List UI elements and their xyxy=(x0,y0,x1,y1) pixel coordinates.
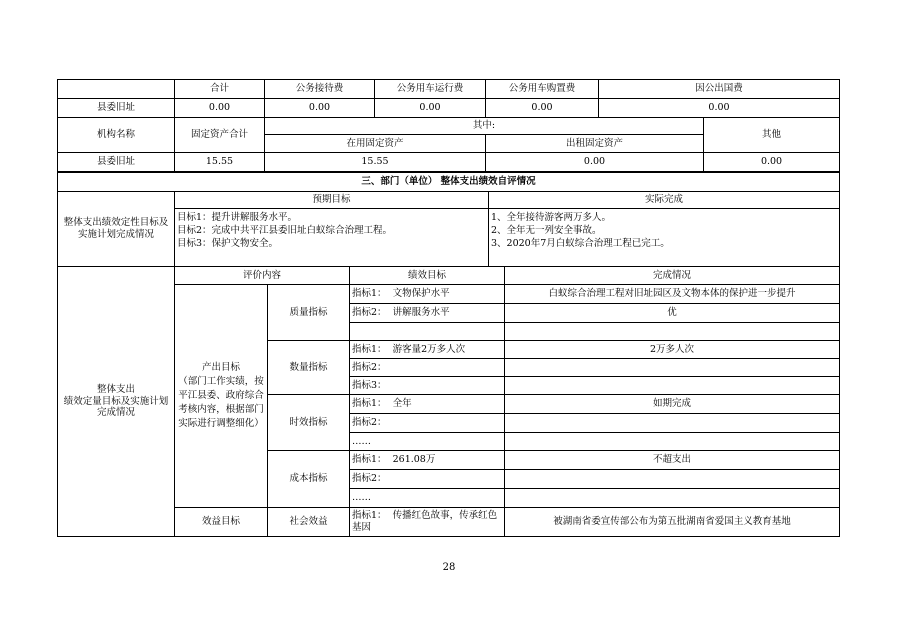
indicator-result xyxy=(505,470,840,489)
budget-header-reception: 公务接待费 xyxy=(265,80,375,99)
indicator-result: 被湖南省委宣传部公布为第五批湖南省爱国主义教育基地 xyxy=(505,508,840,537)
assets-among-label: 其中: xyxy=(265,118,704,135)
indicator-result: 如期完成 xyxy=(505,395,840,414)
indicator-result: 优 xyxy=(505,304,840,323)
indicator-target: 全年 xyxy=(392,398,412,410)
indicator-target: 讲解服务水平 xyxy=(392,307,450,319)
budget-value-total: 0.00 xyxy=(175,99,265,118)
indicator-target: 传播红色故事，传承红色基因 xyxy=(352,510,498,533)
assets-value-other: 0.00 xyxy=(704,153,840,172)
indicator-result xyxy=(505,433,840,451)
quantitative-label: 整体支出 绩效定量目标及实施计划 完成情况 xyxy=(58,267,175,537)
indicator-number: 指标2： xyxy=(352,417,387,429)
indicator-cell xyxy=(350,323,505,341)
indicator-cell xyxy=(350,359,505,377)
indicator-number: 指标1： xyxy=(352,510,387,521)
budget-row-name: 县委旧址 xyxy=(58,99,175,118)
assets-row-name: 县委旧址 xyxy=(58,153,175,172)
expected-header: 预期目标 xyxy=(175,192,489,209)
budget-header-vehicle-purchase: 公务用车购置费 xyxy=(486,80,599,99)
assets-rented-label: 出租固定资产 xyxy=(486,135,704,153)
actual-result-item: 1、全年接待游客两万多人。 xyxy=(491,212,612,223)
result-header: 完成情况 xyxy=(505,267,840,285)
indicator-number: 指标2： xyxy=(352,307,387,319)
budget-value-vehicle-operation: 0.00 xyxy=(375,99,486,118)
indicator-cell xyxy=(350,414,505,433)
indicator-number: 指标2： xyxy=(352,473,387,485)
social-benefit-label: 社会效益 xyxy=(268,508,350,537)
budget-header-overseas: 因公出国费 xyxy=(599,80,840,99)
target-header: 绩效目标 xyxy=(350,267,505,285)
expected-goal-item: 目标3：保护文物安全。 xyxy=(177,238,279,249)
assets-in-use-label: 在用固定资产 xyxy=(265,135,486,153)
expected-goal-item: 目标2：完成中共平江县委旧址白蚁综合治理工程。 xyxy=(177,225,393,236)
indicator-result: 2万多人次 xyxy=(505,341,840,359)
indicator-result: 白蚁综合治理工程对旧址园区及文物本体的保护进一步提升 xyxy=(505,285,840,304)
indicator-cell xyxy=(350,489,505,508)
budget-header-vehicle-operation: 公务用车运行费 xyxy=(375,80,486,99)
qualitative-label: 整体支出绩效定性目标及实施计划完成情况 xyxy=(58,192,175,267)
assets-value-total: 15.55 xyxy=(175,153,265,172)
expected-goals xyxy=(175,209,489,267)
indicator-result xyxy=(505,377,840,395)
budget-table xyxy=(57,79,840,118)
budget-corner-cell xyxy=(58,80,175,99)
indicator-cell xyxy=(350,433,505,451)
indicator-number: …… xyxy=(352,492,372,504)
section-title: 三、部门（单位） 整体支出绩效自评情况 xyxy=(58,173,840,192)
actual-result-item: 2、全年无一列安全事故。 xyxy=(491,225,602,236)
indicator-cell xyxy=(350,451,505,470)
assets-org-label: 机构名称 xyxy=(58,118,175,153)
indicator-cell xyxy=(350,341,505,359)
budget-value-reception: 0.00 xyxy=(265,99,375,118)
expected-goal-item: 目标1：提升讲解服务水平。 xyxy=(177,212,298,223)
indicator-target: 文物保护水平 xyxy=(392,288,450,300)
indicator-result: 不超支出 xyxy=(505,451,840,470)
assets-value-rented: 0.00 xyxy=(486,153,704,172)
indicator-cell xyxy=(350,508,505,537)
assets-other-label: 其他 xyxy=(704,118,840,153)
timeliness-indicator-label: 时效指标 xyxy=(268,395,350,451)
quality-indicator-label: 质量指标 xyxy=(268,285,350,341)
indicator-number: 指标1： xyxy=(352,454,387,466)
qualitative-table xyxy=(57,172,840,267)
page-number: 28 xyxy=(442,562,456,573)
benefit-goal-label: 效益目标 xyxy=(175,508,268,537)
indicator-cell xyxy=(350,377,505,395)
indicator-result xyxy=(505,323,840,341)
cost-indicator-label: 成本指标 xyxy=(268,451,350,508)
indicator-number: 指标1： xyxy=(352,398,387,410)
output-goal-label: 产出目标 （部门工作实绩，按平江县委、政府综合考核内容，根据部门实际进行调整细化） xyxy=(175,285,268,508)
indicator-target: 游客量2万多人次 xyxy=(392,343,466,355)
quantity-indicator-label: 数量指标 xyxy=(268,341,350,395)
assets-value-in-use: 15.55 xyxy=(265,153,486,172)
indicator-cell xyxy=(350,285,505,304)
quantitative-table xyxy=(57,266,840,537)
indicator-result xyxy=(505,489,840,508)
assets-total-label: 固定资产合计 xyxy=(175,118,265,153)
indicator-number: 指标2： xyxy=(352,361,387,373)
indicator-number: …… xyxy=(352,435,372,447)
indicator-result xyxy=(505,359,840,377)
actual-header: 实际完成 xyxy=(489,192,840,209)
indicator-number: 指标3： xyxy=(352,379,387,391)
indicator-number: 指标1： xyxy=(352,288,387,300)
budget-value-overseas: 0.00 xyxy=(599,99,840,118)
budget-header-total: 合计 xyxy=(175,80,265,99)
indicator-cell xyxy=(350,470,505,489)
indicator-target: 261.08万 xyxy=(392,454,436,466)
indicator-cell xyxy=(350,304,505,323)
eval-header: 评价内容 xyxy=(175,267,350,285)
actual-result-item: 3、2020年7月白蚁综合治理工程已完工。 xyxy=(491,238,670,249)
indicator-result xyxy=(505,414,840,433)
indicator-number: 指标1： xyxy=(352,343,387,355)
budget-value-vehicle-purchase: 0.00 xyxy=(486,99,599,118)
actual-results xyxy=(489,209,840,267)
indicator-cell xyxy=(350,395,505,414)
assets-table xyxy=(57,117,840,172)
